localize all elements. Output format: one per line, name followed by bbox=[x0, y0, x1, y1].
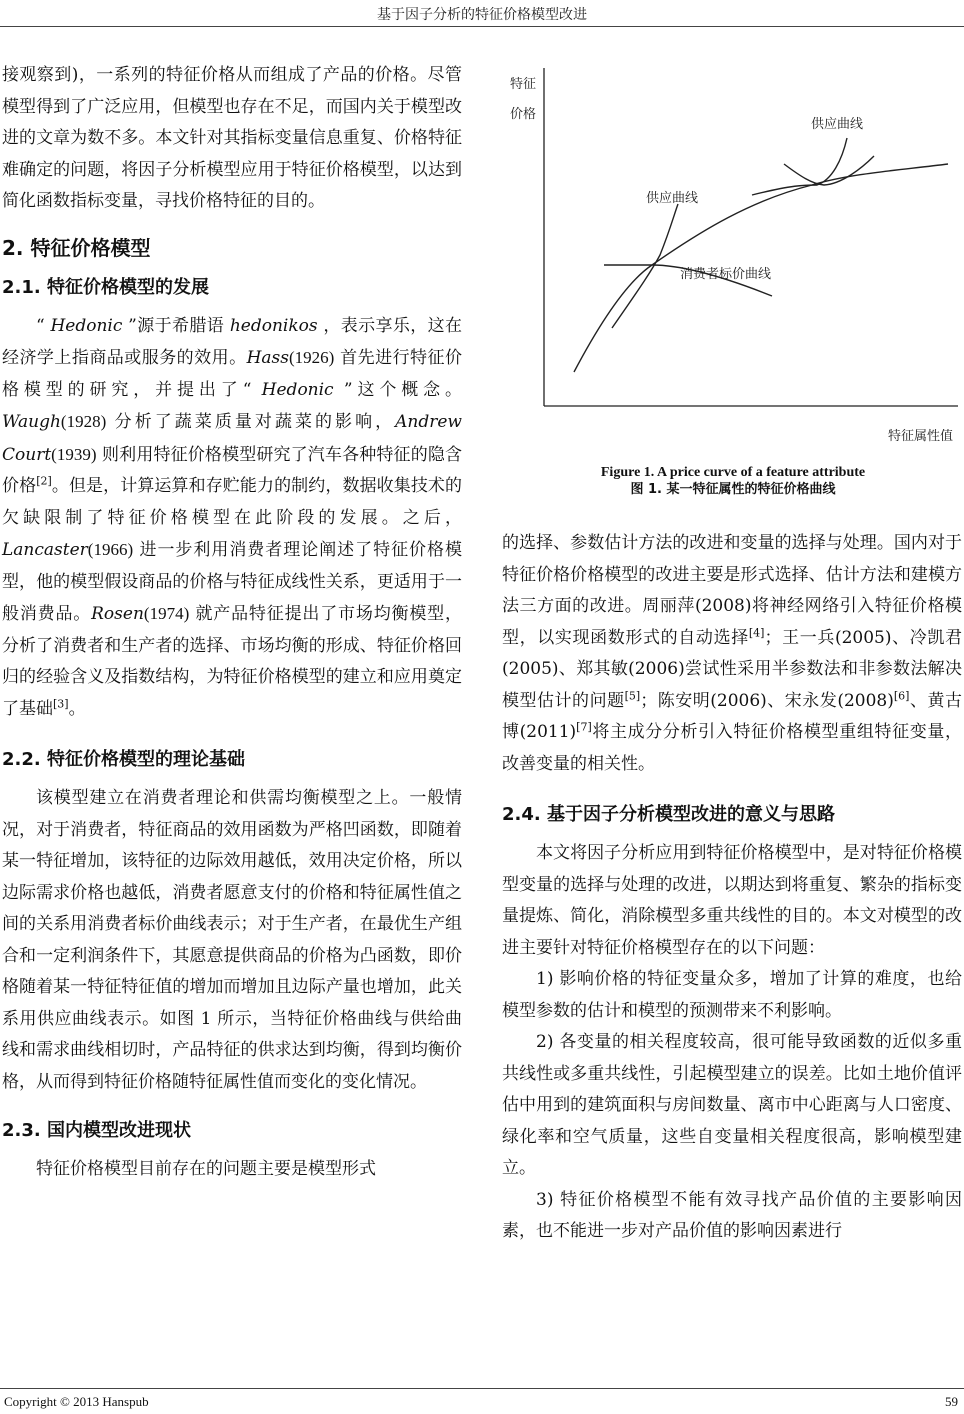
intro-paragraph: 接观察到)，一系列的特征价格从而组成了产品的价格。尽管模型得到了广泛应用，但模型也存在不足，而国内关于模型改进的文章为数不多。本文针对其指标变量信息重复、价格特征难确定的问题，将因子分析模型应用于特征价格模型，以达到简化函数指标变量，寻找价格特征的目的。 bbox=[2, 65, 462, 211]
list-item-1: 1) 影响价格的特征变量众多，增加了计算的难度，也给模型参数的估计和模型的预测带来不利影响。 bbox=[502, 969, 962, 1021]
citation-7[interactable]: [7] bbox=[576, 720, 592, 734]
citation-2[interactable]: [2] bbox=[36, 474, 52, 488]
header-rule bbox=[0, 26, 964, 27]
figure-caption-zh: 图 1. 某一特征属性的特征价格曲线 bbox=[630, 482, 836, 497]
section-2-4-paragraph: 本文将因子分析应用到特征价格模型中，是对特征价格模型变量的选择与处理的改进，以期达到将重复、繁杂的指标变量提炼、简化，消除模型多重共线性的目的。本文对模型的改进主要针对特征价格模型存在的以下问题： bbox=[502, 843, 962, 958]
citation-3[interactable]: [3] bbox=[53, 696, 69, 710]
list-item-3: 3) 特征价格模型不能有效寻找产品价值的主要影响因素，也不能进一步对产品价值的影响因素进行 bbox=[502, 1189, 962, 1241]
x-axis-label: 特征属性值 bbox=[888, 429, 954, 444]
figure-1-diagram bbox=[502, 60, 964, 460]
section-2-4-heading: 2.4. 基于因子分析模型改进的意义与思路 bbox=[502, 804, 835, 825]
y-axis-label-2: 价格 bbox=[510, 107, 537, 122]
section-2-3-continuation: 的选择、参数估计方法的改进和变量的选择与处理。国内对于特征价格价格模型的改进主要是形式选择、估计方法和建模方法三方面的改进。周丽萍(2008)将神经网络引入特征价格模型，以实现函数形式的自动选择[4]；王一兵(2005)、冷凯君(2005)、郑其敏(2006)尝试性采用半参数法和非参数法解决模型估计的问题[5]；陈安明(2006)、宋永发(2008)[6]、黄古博(2011)[7]将主成分分析引入特征价格模型重组特征变量，改善变量的相关性。 bbox=[502, 533, 963, 774]
citation-4[interactable]: [4] bbox=[748, 625, 765, 639]
supply-curve-2 bbox=[752, 138, 847, 195]
figure-1 bbox=[502, 60, 964, 500]
page-number: 59 bbox=[945, 1394, 958, 1409]
footer-rule bbox=[0, 1388, 964, 1389]
section-2-2-heading: 2.2. 特征价格模型的理论基础 bbox=[2, 749, 245, 770]
footer-copyright: Copyright © 2013 Hanspub bbox=[4, 1394, 149, 1409]
figure-caption-en: Figure 1. A price curve of a feature attribute bbox=[600, 465, 866, 480]
supply-curve-label-1: 供应曲线 bbox=[811, 117, 864, 132]
section-2-heading: 2. 特征价格模型 bbox=[2, 235, 151, 260]
section-2-3-heading: 2.3. 国内模型改进现状 bbox=[2, 1120, 191, 1141]
list-item-2: 2) 各变量的相关程度较高，很可能导致函数的近似多重共线性或多重共线性，引起模型建立的误差。比如土地价值评估中用到的建筑面积与房间数量、离市中心距离与人口密度、绿化率和空气质量，这些自变量相关程度很高，影响模型建立。 bbox=[502, 1032, 962, 1178]
figure-1-caption bbox=[502, 464, 964, 498]
bid-curve-label: 消费者标价曲线 bbox=[680, 267, 772, 282]
y-axis-label-1: 特征 bbox=[510, 77, 537, 92]
section-2-1-heading: 2.1. 特征价格模型的发展 bbox=[2, 276, 209, 298]
section-2-2-paragraph: 该模型建立在消费者理论和供需均衡模型之上。一般情况，对于消费者，特征商品的效用函数为严格凹函数，即随着某一特征增加，该特征的边际效用越低，效用决定价格，所以边际需求价格也越低，消费者愿意支付的价格和特征属性值之间的关系用消费者标价曲线表示；对于生产者，在最优生产组合和一定利润条件下，其愿意提供商品的价格为凸函数，即价格随着某一特征特征值的增加而增加且边际产量也增加，此关系用供应曲线表示。如图 1 所示，当特征价格曲线与供给曲线和需求曲线相切时，产品特征的供求达到均衡，得到均衡价格，从而得到特征价格随特征属性值而变化的变化情况。 bbox=[2, 788, 462, 1092]
citation-6[interactable]: [6] bbox=[893, 688, 910, 702]
supply-curve-label-2: 供应曲线 bbox=[646, 191, 699, 206]
running-header: 基于因子分析的特征价格模型改进 bbox=[377, 7, 587, 23]
right-column bbox=[502, 528, 962, 1248]
citation-5[interactable]: [5] bbox=[624, 688, 641, 702]
section-2-3-paragraph: 特征价格模型目前存在的问题主要是模型形式 bbox=[36, 1159, 376, 1179]
section-2-1-paragraph: “ Hedonic ”源于希腊语 hedonikos ，表示享乐，这在经济学上指商品或服务的效用。Hass(1926) 首先进行特征价格模型的研究，并提出了“ Hedonic ”这个概念。Waugh(1928) 分析了蔬菜质量对蔬菜的影响，Andrew Court(1939) 则利用特征价格模型研究了汽车各种特征的隐含价格[2]。但是，计算运算和存贮能力的制约，数据收集技术的欠缺限制了特征价格模型在此阶段的发展。之后，Lancaster(1966) 进一步利用消费者理论阐述了特征价格模型，他的模型假设商品的价格与特征成线性关系，更适用于一般消费品。Rosen(1974) 就产品特征提出了市场均衡模型，分析了消费者和生产者的选择、市场均衡的形成、特征价格回归的经验含义及指数结构，为特征价格模型的建立和应用奠定了基础[3]。 bbox=[2, 315, 463, 719]
left-column bbox=[2, 60, 462, 1186]
